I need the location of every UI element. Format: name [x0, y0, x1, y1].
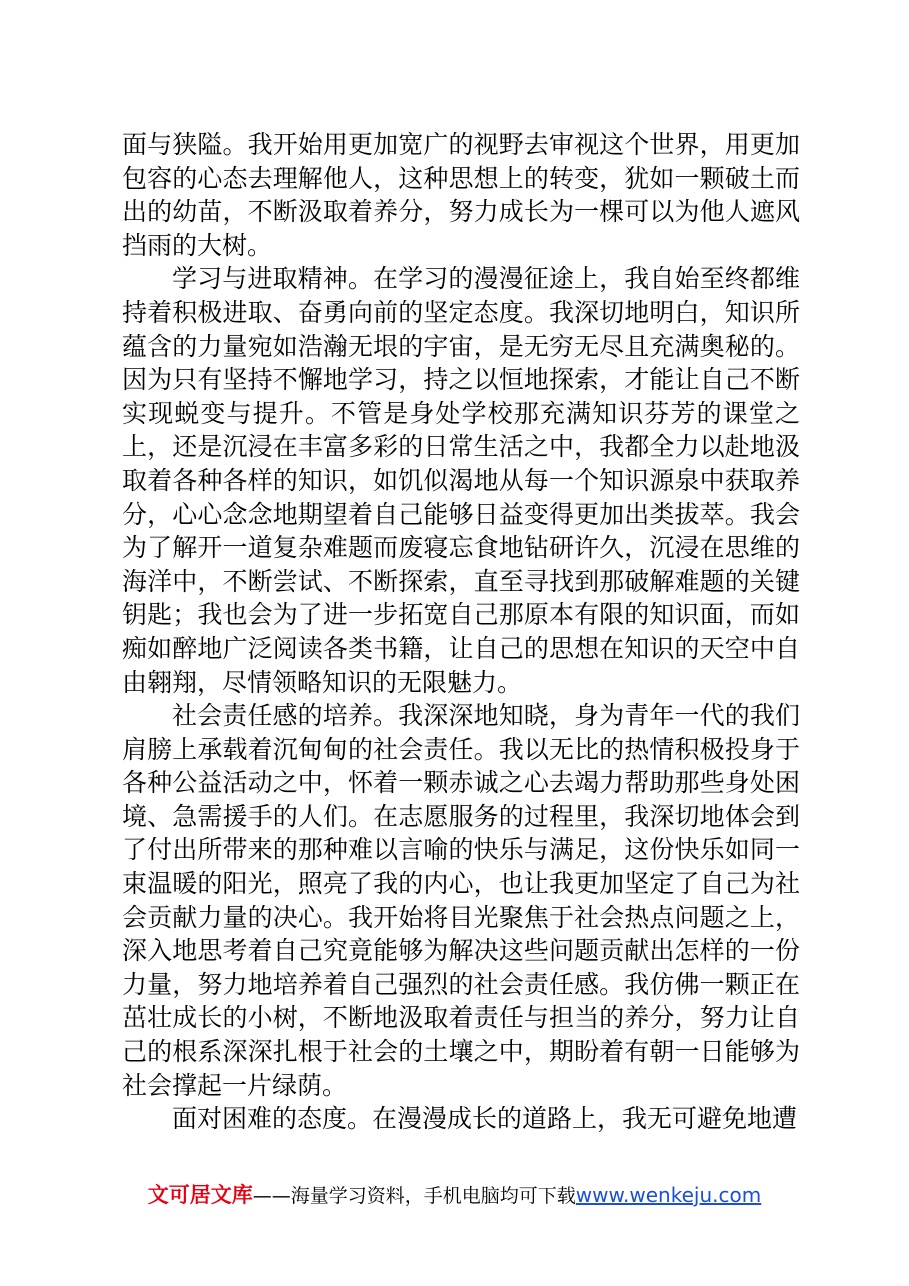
footer-tagline: ——海量学习资料，手机电脑均可下载 — [252, 1185, 576, 1207]
paragraph-study-spirit: 学习与进取精神。在学习的漫漫征途上，我自始至终都维持着积极进取、奋勇向前的坚定态度。我深切地明白，知识所蕴含的力量宛如浩瀚无垠的宇宙，是无穷无尽且充满奥秘的。因为只有坚持不懈地学习，持之以恒地探索，才能让自己不断实现蜕变与提升。不管是身处学校那充满知识芬芳的课堂之上，还是沉浸在丰富多彩的日常生活之中，我都全力以赴地汲取着各种各样的知识，如饥似渴地从每一个知识源泉中获取养分，心心念念地期望着自己能够日益变得更加出类拔萃。我会为了解开一道复杂难题而废寝忘食地钻研许久，沉浸在思维的海洋中，不断尝试、不断探索，直至寻找到那破解难题的关键钥匙；我也会为了进一步拓宽自己那原本有限的知识面，而如痴如醉地广泛阅读各类书籍，让自己的思想在知识的天空中自由翱翔，尽情领略知识的无限魅力。 — [122, 264, 800, 697]
paragraph-facing-difficulties: 面对困难的态度。在漫漫成长的道路上，我无可避免地遭 — [172, 1104, 798, 1134]
footer-banner — [0, 1181, 909, 1210]
paragraph-social-responsibility: 社会责任感的培养。我深深地知晓，身为青年一代的我们肩膀上承载着沉甸甸的社会责任。我以无比的热情积极投身于各种公益活动之中，怀着一颗赤诚之心去竭力帮助那些身处困境、急需援手的人们。在志愿服务的过程里，我深切地体会到了付出所带来的那种难以言喻的快乐与满足，这份快乐如同一束温暖的阳光，照亮了我的内心，也让我更加坚定了自己为社会贡献力量的决心。我开始将目光聚焦于社会热点问题之上，深入地思考着自己究竟能够为解决这些问题贡献出怎样的一份力量，努力地培养着自己强烈的社会责任感。我仿佛一颗正在茁壮成长的小树，不断地汲取着责任与担当的养分，努力让自己的根系深深扎根于社会的土壤之中，期盼着有朝一日能够为社会撑起一片绿荫。 — [122, 701, 800, 1100]
document-body — [122, 128, 800, 1136]
footer-site-link[interactable]: www.wenkeju.com — [575, 1183, 762, 1207]
footer-brand: 文可居文库 — [147, 1183, 253, 1207]
paragraph-continuation: 面与狭隘。我开始用更加宽广的视野去审视这个世界，用更加包容的心态去理解他人，这种思想上的转变，犹如一颗破土而出的幼苗，不断汲取着养分，努力成长为一棵可以为他人遮风挡雨的大树。 — [122, 130, 800, 260]
